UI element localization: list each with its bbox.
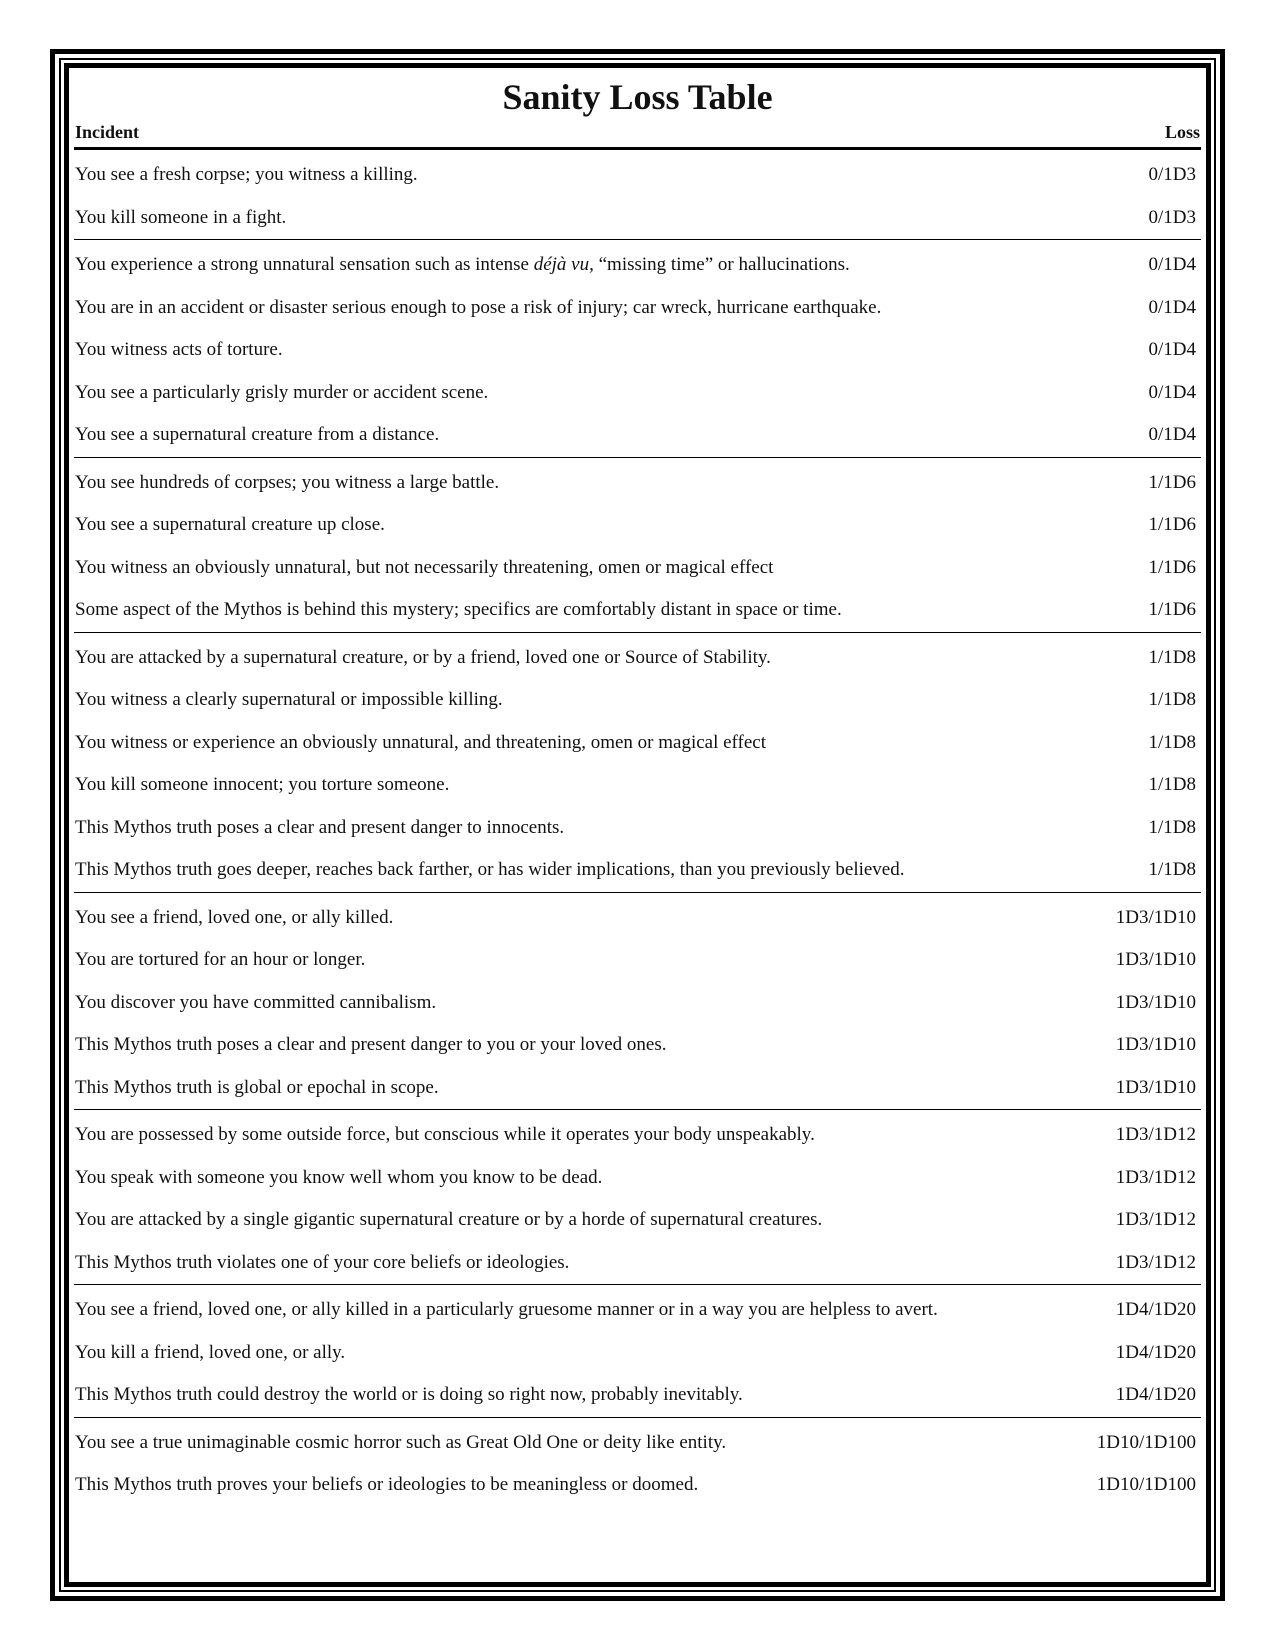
loss-value: 1/1D6: [1148, 599, 1196, 621]
incident-text: You are attacked by a single gigantic supernatural creature or by a horde of supernatural creatures.: [75, 1209, 823, 1231]
sanity-loss-table: [74, 73, 1201, 1507]
loss-value: 1/1D8: [1148, 689, 1196, 711]
table-row: [74, 287, 1201, 330]
loss-value: 1D3/1D12: [1115, 1124, 1196, 1146]
row-group: [74, 1110, 1201, 1285]
table-row: [74, 1374, 1201, 1417]
incident-text: You kill a friend, loved one, or ally.: [75, 1341, 346, 1363]
incident-text: This Mythos truth poses a clear and present danger to you or your loved ones.: [75, 1034, 667, 1056]
loss-value: 1D3/1D10: [1115, 1076, 1196, 1098]
row-group: [74, 633, 1201, 893]
incident-text: You witness an obviously unnatural, but not necessarily threatening, omen or magical effect: [75, 556, 774, 578]
table-row: [74, 1289, 1201, 1332]
table-row: [74, 547, 1201, 590]
loss-value: 1/1D8: [1148, 816, 1196, 838]
table-row: [74, 1332, 1201, 1375]
incident-text: You witness or experience an obviously unnatural, and threatening, omen or magical effect: [75, 731, 767, 753]
loss-value: 1D3/1D12: [1115, 1209, 1196, 1231]
loss-value: 1/1D8: [1148, 731, 1196, 753]
table-row: [74, 1114, 1201, 1157]
loss-value: 0/1D4: [1148, 424, 1196, 446]
incident-text: You see a particularly grisly murder or accident scene.: [75, 381, 489, 403]
row-group: [74, 1418, 1201, 1507]
incident-text: You are attacked by a supernatural creature, or by a friend, loved one or Source of Stability.: [75, 646, 771, 668]
table-row: [74, 982, 1201, 1025]
loss-value: 0/1D3: [1148, 206, 1196, 228]
incident-text: This Mythos truth is global or epochal in scope.: [75, 1076, 439, 1098]
incident-text: You are tortured for an hour or longer.: [75, 949, 366, 971]
loss-value: 1D3/1D10: [1115, 906, 1196, 928]
table-row: [74, 197, 1201, 240]
row-group: [74, 240, 1201, 458]
table-row: [74, 807, 1201, 850]
table-row: [74, 414, 1201, 457]
table-row: [74, 1242, 1201, 1285]
incident-text-italic: déjà vu,: [533, 254, 594, 276]
loss-value: 1/1D8: [1148, 859, 1196, 881]
loss-value: 1D4/1D20: [1115, 1384, 1196, 1406]
loss-value: 1D3/1D12: [1115, 1251, 1196, 1273]
table-row: [74, 849, 1201, 892]
row-group: [74, 893, 1201, 1111]
loss-value: 0/1D4: [1148, 381, 1196, 403]
loss-value: 1/1D8: [1148, 774, 1196, 796]
row-group: [74, 1285, 1201, 1418]
table-row: [74, 1422, 1201, 1465]
incident-text: You discover you have committed cannibalism.: [75, 991, 437, 1013]
table-row: [74, 372, 1201, 415]
incident-text: You are possessed by some outside force, but conscious while it operates your body unspeakably.: [75, 1124, 815, 1146]
incident-column-header: Incident: [75, 122, 140, 142]
loss-value: 0/1D3: [1148, 164, 1196, 186]
page-title: Sanity Loss Table: [502, 77, 773, 117]
incident-text: You see a supernatural creature from a distance.: [75, 424, 440, 446]
incident-text: You kill someone in a fight.: [75, 206, 287, 228]
table-header: [74, 119, 1201, 150]
loss-value: 1/1D8: [1148, 646, 1196, 668]
incident-text: This Mythos truth violates one of your core beliefs or ideologies.: [75, 1251, 570, 1273]
incident-text: You speak with someone you know well whom you know to be dead.: [75, 1166, 603, 1188]
incident-text: You see hundreds of corpses; you witness a large battle.: [75, 471, 500, 493]
table-row: [74, 1157, 1201, 1200]
incident-text: You see a true unimaginable cosmic horror such as Great Old One or deity like entity.: [75, 1431, 727, 1453]
table-row: [74, 722, 1201, 765]
table-row: [74, 244, 1201, 287]
incident-text: You witness acts of torture.: [75, 339, 283, 361]
table-row: [74, 1067, 1201, 1110]
incident-text: You are in an accident or disaster serious enough to pose a risk of injury; car wreck, hurricane earthquake.: [75, 296, 882, 318]
incident-text: You see a friend, loved one, or ally killed.: [75, 906, 394, 928]
table-row: [74, 764, 1201, 807]
table-row: [74, 154, 1201, 197]
incident-text: Some aspect of the Mythos is behind this mystery; specifics are comfortably distant in space or time.: [75, 599, 842, 621]
loss-value: 1D10/1D100: [1096, 1431, 1196, 1453]
table-row: [74, 504, 1201, 547]
incident-text-part: “missing time” or hallucinations.: [593, 254, 850, 276]
incident-text: This Mythos truth proves your beliefs or ideologies to be meaningless or doomed.: [75, 1474, 699, 1496]
loss-value: 1/1D6: [1148, 556, 1196, 578]
incident-text: You kill someone innocent; you torture someone.: [75, 774, 450, 796]
incident-text-part: You experience a strong unnatural sensation such as intense: [75, 254, 534, 276]
incident-text: This Mythos truth goes deeper, reaches back farther, or has wider implications, than you previously believed.: [75, 859, 905, 881]
loss-value: 0/1D4: [1148, 339, 1196, 361]
table-row: [74, 637, 1201, 680]
incident-text: You see a fresh corpse; you witness a killing.: [75, 164, 418, 186]
loss-value: 1D4/1D20: [1115, 1299, 1196, 1321]
loss-value: 0/1D4: [1148, 254, 1196, 276]
table-row: [74, 1199, 1201, 1242]
table-row: [74, 939, 1201, 982]
incident-text: You see a friend, loved one, or ally killed in a particularly gruesome manner or in a way you are helpless to avert.: [75, 1299, 938, 1321]
loss-value: 1/1D6: [1148, 514, 1196, 536]
table-row: [74, 589, 1201, 632]
table-row: [74, 462, 1201, 505]
table-body: [74, 150, 1201, 1507]
loss-value: 1D4/1D20: [1115, 1341, 1196, 1363]
incident-text: [75, 254, 850, 276]
loss-value: 1D3/1D10: [1115, 1034, 1196, 1056]
incident-text: You see a supernatural creature up close.: [75, 514, 385, 536]
table-row: [74, 1464, 1201, 1507]
loss-value: 1D3/1D10: [1115, 949, 1196, 971]
loss-column-header: Loss: [1164, 122, 1200, 142]
loss-value: 1D3/1D10: [1115, 991, 1196, 1013]
incident-text: This Mythos truth could destroy the world or is doing so right now, probably inevitably.: [75, 1384, 743, 1406]
table-row: [74, 897, 1201, 940]
table-row: [74, 679, 1201, 722]
incident-text: You witness a clearly supernatural or impossible killing.: [75, 689, 503, 711]
loss-value: 0/1D4: [1148, 296, 1196, 318]
loss-value: 1D10/1D100: [1096, 1474, 1196, 1496]
loss-value: 1D3/1D12: [1115, 1166, 1196, 1188]
row-group: [74, 458, 1201, 633]
table-row: [74, 329, 1201, 372]
table-row: [74, 1024, 1201, 1067]
incident-text: This Mythos truth poses a clear and present danger to innocents.: [75, 816, 565, 838]
row-group: [74, 150, 1201, 240]
loss-value: 1/1D6: [1148, 471, 1196, 493]
